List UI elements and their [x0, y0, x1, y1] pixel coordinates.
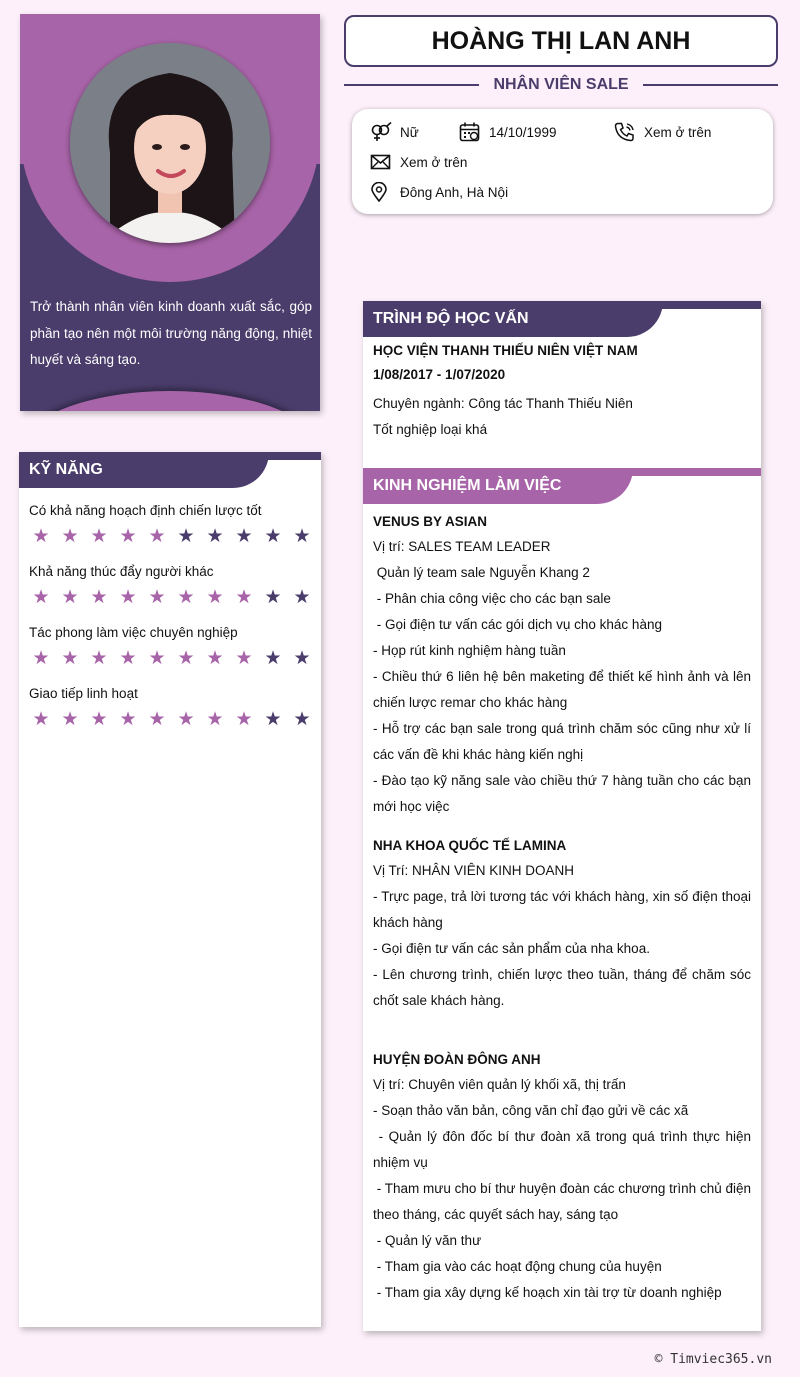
experience-line: - Quản lý văn thư — [373, 1233, 482, 1248]
star-empty-icon: ★ — [293, 709, 311, 730]
star-filled-icon: ★ — [177, 648, 195, 669]
major: Chuyên ngành: Công tác Thanh Thiếu Niên — [373, 396, 633, 411]
star-filled-icon: ★ — [61, 526, 79, 547]
star-filled-icon: ★ — [206, 648, 224, 669]
graduation-result: Tốt nghiệp loại khá — [373, 422, 488, 437]
star-filled-icon: ★ — [61, 587, 79, 608]
skill-item — [19, 562, 321, 610]
star-filled-icon: ★ — [32, 526, 50, 547]
star-filled-icon: ★ — [148, 526, 166, 547]
star-empty-icon: ★ — [206, 526, 224, 547]
contact-box — [352, 109, 773, 214]
contact-address — [370, 182, 508, 202]
experience-line: Vị trí: Chuyên viên quản lý khối xã, thị trấn — [373, 1077, 626, 1092]
skill-item — [19, 501, 321, 549]
phone-icon — [614, 122, 636, 142]
star-empty-icon: ★ — [264, 526, 282, 547]
star-filled-icon: ★ — [148, 587, 166, 608]
school-name: HỌC VIỆN THANH THIẾU NIÊN VIỆT NAM — [373, 343, 638, 358]
phone-value: Xem ở trên — [644, 124, 712, 140]
experience-line: - Phân chia công việc cho các bạn sale — [373, 591, 611, 606]
skill-rating — [29, 586, 321, 610]
star-filled-icon: ★ — [61, 648, 79, 669]
star-empty-icon: ★ — [264, 709, 282, 730]
birthday-value: 14/10/1999 — [489, 124, 557, 140]
gender-icon — [370, 122, 392, 142]
skill-name: Giao tiếp linh hoạt — [29, 686, 138, 701]
copyright: © Timviec365.vn — [654, 1352, 772, 1367]
title-divider-left — [344, 84, 479, 86]
skills-heading: KỸ NĂNG — [19, 452, 321, 488]
star-filled-icon: ★ — [235, 587, 253, 608]
experience-line: Quản lý team sale Nguyễn Khang 2 — [373, 565, 590, 580]
star-empty-icon: ★ — [177, 526, 195, 547]
experience-line: - Tham gia xây dựng kế hoạch xin tài trợ từ doanh nghiệp — [373, 1285, 722, 1300]
calendar-icon — [459, 122, 481, 142]
skill-rating — [29, 647, 321, 671]
skill-rating — [29, 525, 321, 549]
skills-card — [19, 452, 321, 1327]
star-filled-icon: ★ — [177, 587, 195, 608]
experience-line: Vị trí: SALES TEAM LEADER — [373, 539, 551, 554]
experience-line: Vị Trí: NHÂN VIÊN KINH DOANH — [373, 863, 575, 878]
gender-value: Nữ — [400, 124, 419, 140]
star-empty-icon: ★ — [293, 526, 311, 547]
career-objective: Trở thành nhân viên kinh doanh xuất sắc, góp phần tạo nên một môi trường năng động, nhiệt huyết và sáng tạo. — [30, 299, 312, 367]
star-filled-icon: ★ — [148, 648, 166, 669]
content-card — [363, 301, 761, 1331]
experience-line: - Quản lý đôn đốc bí thư đoàn xã trong quá trình thực hiện nhiệm vụ — [373, 1129, 755, 1170]
star-filled-icon: ★ — [177, 709, 195, 730]
star-filled-icon: ★ — [32, 709, 50, 730]
education-heading: TRÌNH ĐỘ HỌC VẤN — [363, 301, 761, 337]
envelope-icon — [370, 152, 392, 172]
study-period: 1/08/2017 - 1/07/2020 — [373, 367, 506, 382]
star-filled-icon: ★ — [32, 587, 50, 608]
star-empty-icon: ★ — [293, 648, 311, 669]
experience-line: - Gọi điện tư vấn các gói dịch vụ cho khác hàng — [373, 617, 662, 632]
company-name: NHA KHOA QUỐC TẾ LAMINA — [373, 838, 567, 853]
company-name: VENUS BY ASIAN — [373, 514, 488, 529]
experience-line: - Tham gia vào các hoạt động chung của huyện — [373, 1259, 662, 1274]
star-filled-icon: ★ — [119, 587, 137, 608]
skill-name: Khả năng thúc đẩy người khác — [29, 564, 214, 579]
star-filled-icon: ★ — [119, 526, 137, 547]
education-section — [363, 337, 761, 443]
contact-birthday — [459, 122, 557, 142]
star-empty-icon: ★ — [264, 587, 282, 608]
experience-heading: KINH NGHIỆM LÀM VIỆC — [363, 468, 761, 504]
avatar — [70, 43, 270, 243]
star-filled-icon: ★ — [119, 709, 137, 730]
star-filled-icon: ★ — [148, 709, 166, 730]
experience-line: - Chiều thứ 6 liên hệ bên maketing để thiết kế hình ảnh và lên chiến lược remar cho khác hàng — [373, 669, 755, 710]
company-name: HUYỆN ĐOÀN ĐÔNG ANH — [373, 1052, 541, 1067]
job-title-row — [344, 70, 778, 100]
experience-line: - Hỗ trợ các bạn sale trong quá trình chăm sóc cũng như xử lí các vấn đề khi khác hàng kiến nghị — [373, 721, 755, 762]
location-pin-icon — [370, 182, 392, 202]
experience-list — [363, 504, 761, 1306]
star-filled-icon: ★ — [235, 709, 253, 730]
star-empty-icon: ★ — [264, 648, 282, 669]
experience-line: - Họp rút kinh nghiệm hàng tuần — [373, 643, 566, 658]
skill-name: Tác phong làm việc chuyên nghiệp — [29, 625, 238, 640]
experience-line: - Tham mưu cho bí thư huyện đoàn các chương trình chủ điện theo tháng, các quyết sách hay, sáng tạo — [373, 1181, 755, 1222]
candidate-name: HOÀNG THỊ LAN ANH — [344, 15, 778, 67]
email-value: Xem ở trên — [400, 154, 468, 170]
star-filled-icon: ★ — [119, 648, 137, 669]
skill-name: Có khả năng hoạch định chiến lược tốt — [29, 503, 262, 518]
star-empty-icon: ★ — [235, 526, 253, 547]
star-filled-icon: ★ — [32, 648, 50, 669]
skills-list — [19, 501, 321, 732]
contact-phone — [614, 122, 711, 142]
address-value: Đông Anh, Hà Nội — [400, 184, 509, 200]
job-title: NHÂN VIÊN SALE — [493, 76, 629, 93]
profile-card-wave — [20, 391, 320, 411]
skill-rating — [29, 708, 321, 732]
experience-line: - Lên chương trình, chiến lược theo tuần, tháng để chăm sóc chốt sale khách hàng. — [373, 967, 755, 1008]
star-filled-icon: ★ — [90, 526, 108, 547]
skill-item — [19, 684, 321, 732]
star-filled-icon: ★ — [61, 709, 79, 730]
star-filled-icon: ★ — [206, 709, 224, 730]
star-filled-icon: ★ — [90, 648, 108, 669]
star-filled-icon: ★ — [235, 648, 253, 669]
star-empty-icon: ★ — [293, 587, 311, 608]
star-filled-icon: ★ — [90, 709, 108, 730]
experience-line: - Trực page, trả lời tương tác với khách hàng, xin số điện thoại khách hàng — [373, 889, 755, 930]
contact-gender — [370, 122, 419, 142]
star-filled-icon: ★ — [206, 587, 224, 608]
contact-email — [370, 152, 467, 172]
experience-line: - Gọi điện tư vấn các sản phẩm của nha khoa. — [373, 941, 650, 956]
experience-line: - Đào tạo kỹ năng sale vào chiều thứ 7 hàng tuần cho các bạn mới học việc — [373, 773, 755, 814]
experience-line: - Soạn thảo văn bản, công văn chỉ đạo gửi về các xã — [373, 1103, 689, 1118]
profile-card — [20, 14, 320, 411]
star-filled-icon: ★ — [90, 587, 108, 608]
title-divider-right — [643, 84, 778, 86]
skill-item — [19, 623, 321, 671]
